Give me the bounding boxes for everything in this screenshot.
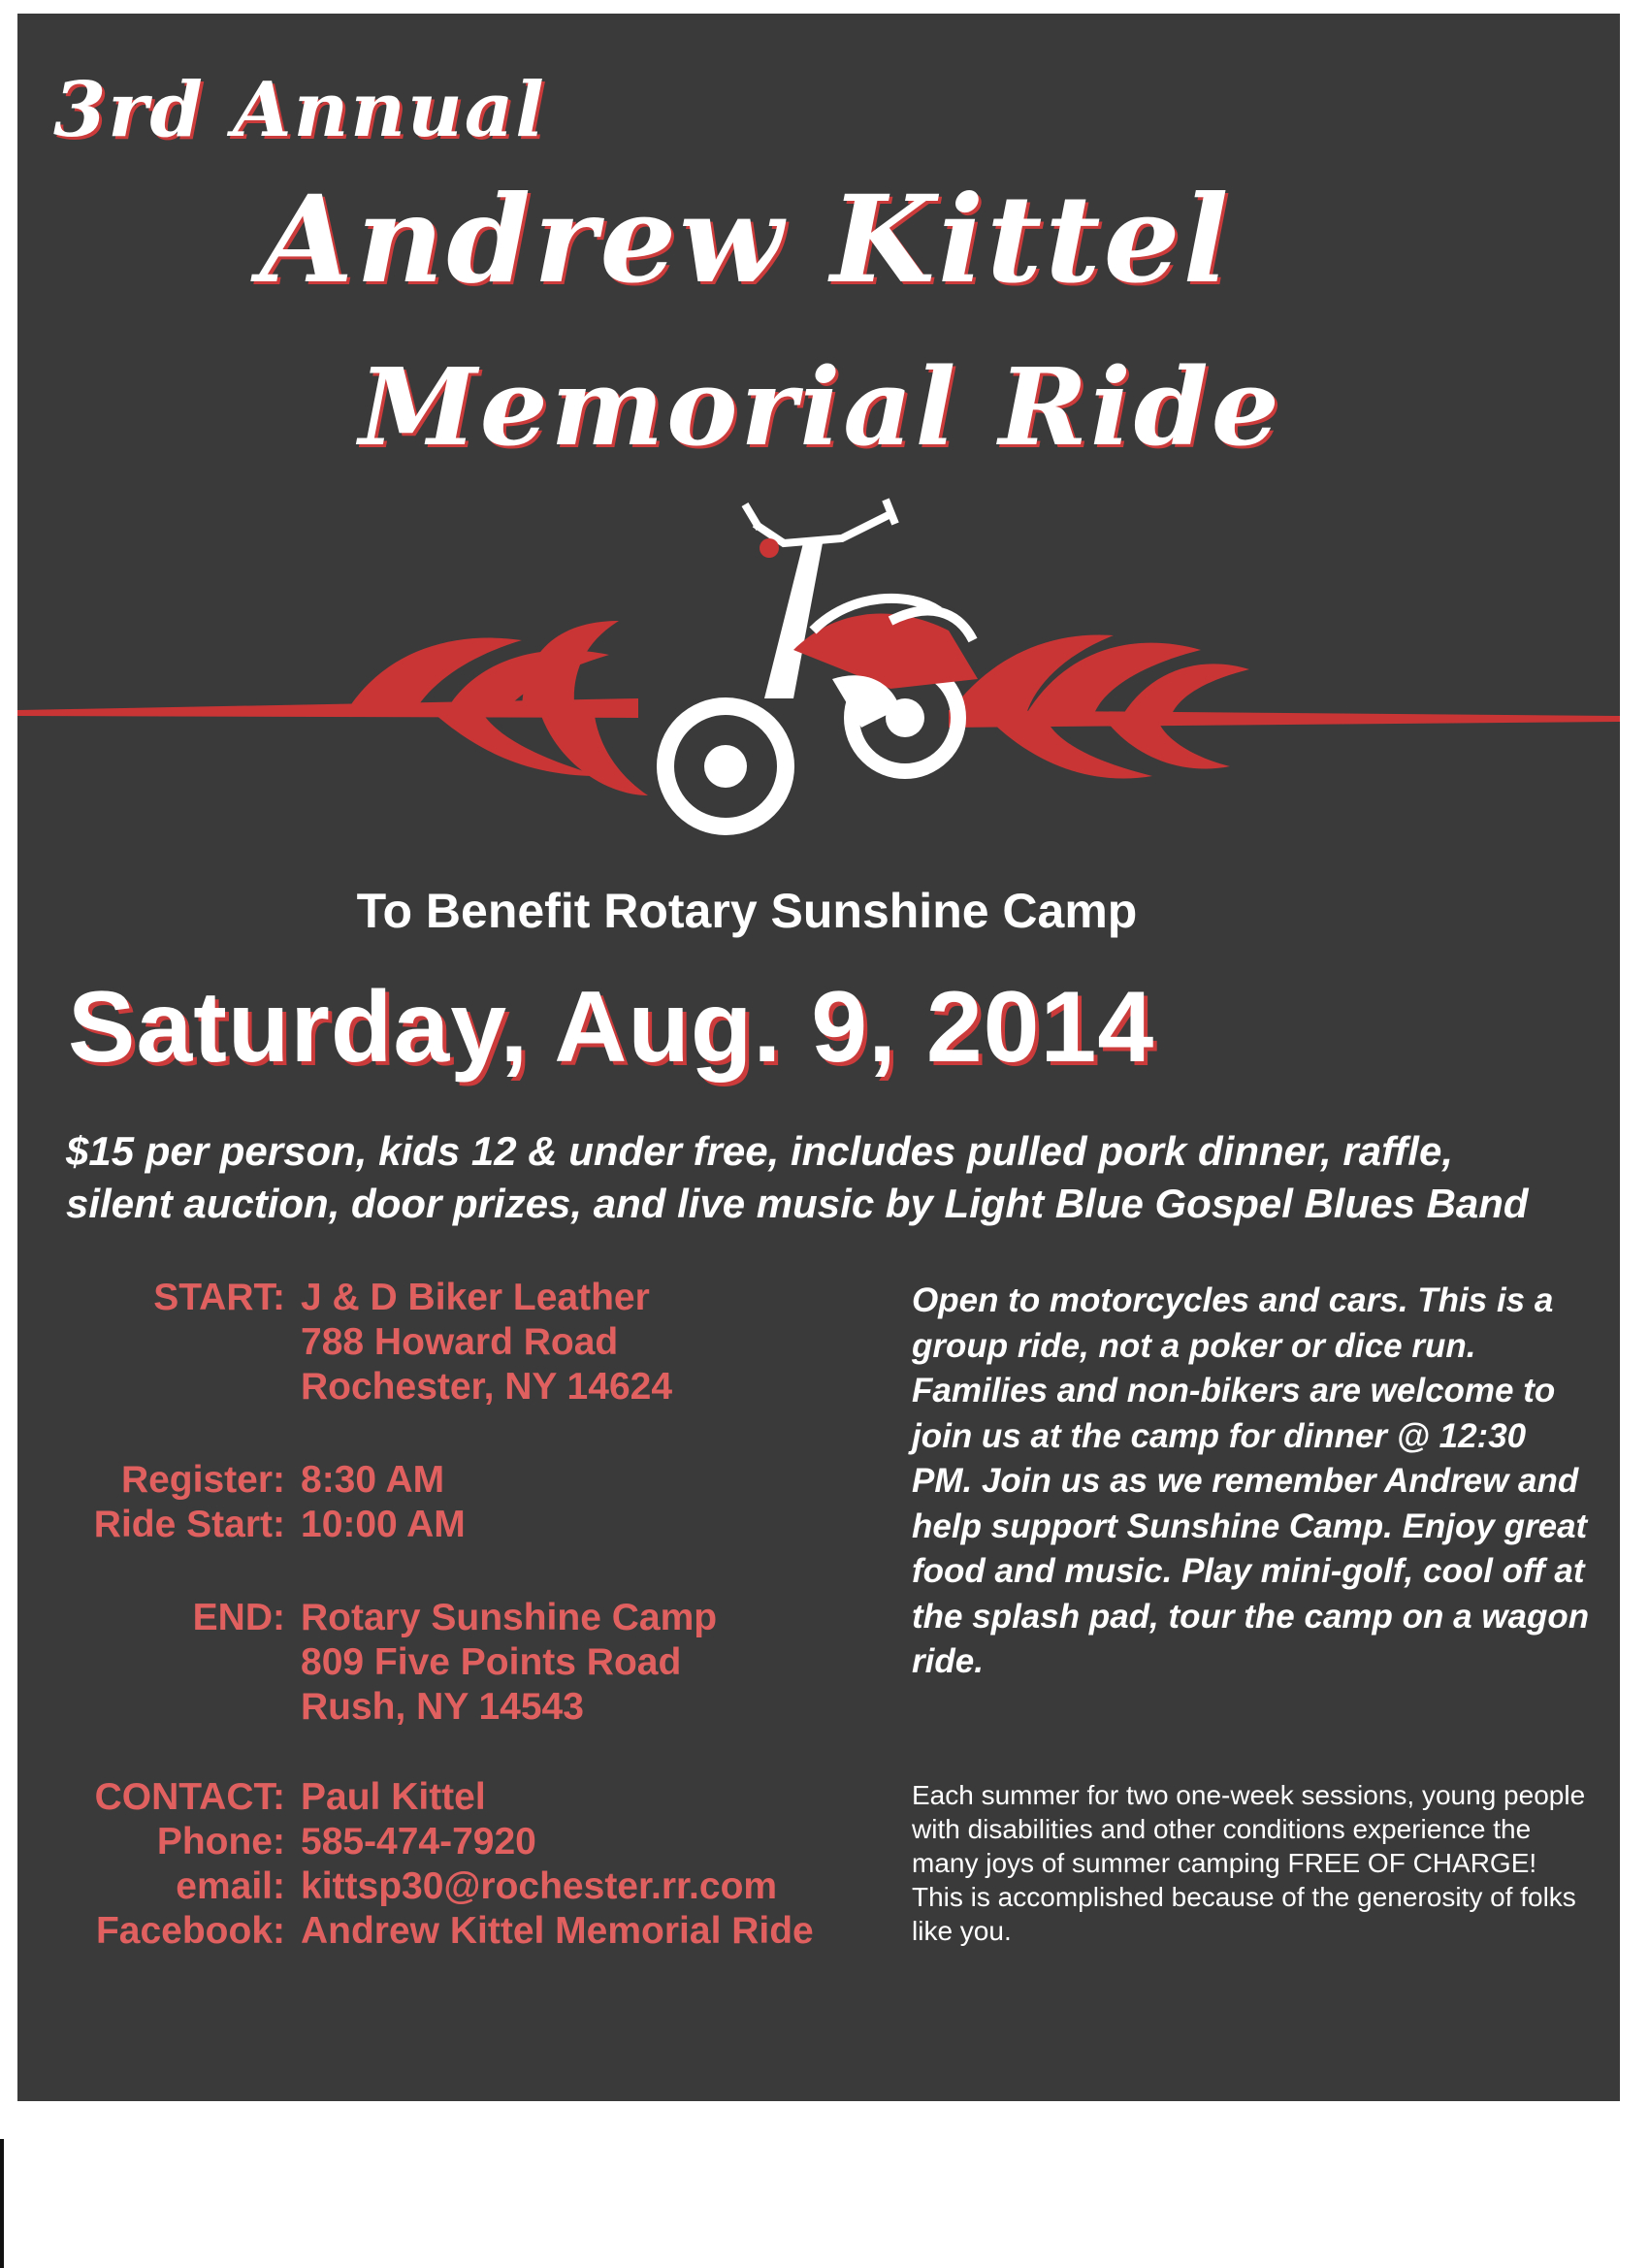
event-details: $15 per person, kids 12 & under free, includes pulled pork dinner, raffle, silent auction, door prizes, and live music by Light Blue Gospel Blues Band — [66, 1128, 1529, 1226]
benefit-line: To Benefit Rotary Sunshine Camp — [356, 884, 1138, 938]
title-annual: 3rd Annual — [53, 66, 546, 154]
phone-label: Phone: — [156, 1821, 285, 1863]
end-city: Rush, NY 14543 — [301, 1686, 584, 1728]
event-description: Open to motorcycles and cars. This is a group ride, not a poker or dice run. Families and non-bikers are welcome to join us at the camp for dinner @ 12:30 PM. Join us as we remember Andrew and help support Sunshine Camp. Enjoy great food and music. Play mini-golf, cool off at the splash pad, tour the camp on a wagon ride. — [912, 1281, 1590, 1680]
facebook-label: Facebook: — [95, 1910, 285, 1952]
email-label: email: — [176, 1865, 285, 1907]
start-label: START: — [153, 1277, 285, 1318]
ride-start-time: 10:00 AM — [301, 1504, 466, 1545]
contact-info — [29, 1775, 922, 1954]
title-event: Memorial Ride — [359, 344, 1282, 470]
start-location — [29, 1276, 883, 1409]
end-label: END: — [192, 1597, 285, 1638]
contact-phone: 585-474-7920 — [301, 1821, 536, 1863]
end-street: 809 Five Points Road — [301, 1641, 682, 1683]
register-time: 8:30 AM — [301, 1459, 445, 1501]
motorcycle-flames-illustration — [17, 485, 1620, 873]
schedule — [29, 1458, 883, 1547]
contact-label: CONTACT: — [94, 1776, 285, 1818]
flame-right — [949, 634, 1620, 778]
register-label: Register: — [120, 1459, 285, 1501]
end-location — [29, 1596, 883, 1730]
start-street: 788 Howard Road — [301, 1321, 619, 1363]
start-city: Rochester, NY 14624 — [301, 1366, 673, 1408]
start-venue: J & D Biker Leather — [301, 1277, 650, 1318]
title-name: Andrew Kittel — [260, 170, 1232, 310]
flame-left — [17, 621, 648, 795]
motorcycle-icon — [665, 500, 978, 826]
ride-start-label: Ride Start: — [93, 1504, 285, 1545]
event-date: Saturday, Aug. 9, 2014 — [68, 971, 1155, 1084]
contact-email: kittsp30@rochester.rr.com — [301, 1865, 778, 1907]
end-venue: Rotary Sunshine Camp — [301, 1597, 718, 1638]
scan-edge-mark — [0, 2139, 4, 2268]
contact-name: Paul Kittel — [301, 1776, 486, 1818]
contact-facebook: Andrew Kittel Memorial Ride — [301, 1910, 814, 1952]
camp-description: Each summer for two one-week sessions, young people with disabilities and other conditions experience the many joys of summer camping FREE OF CHARGE! This is accomplished because of the generosity of folks like you. — [912, 1780, 1586, 1946]
